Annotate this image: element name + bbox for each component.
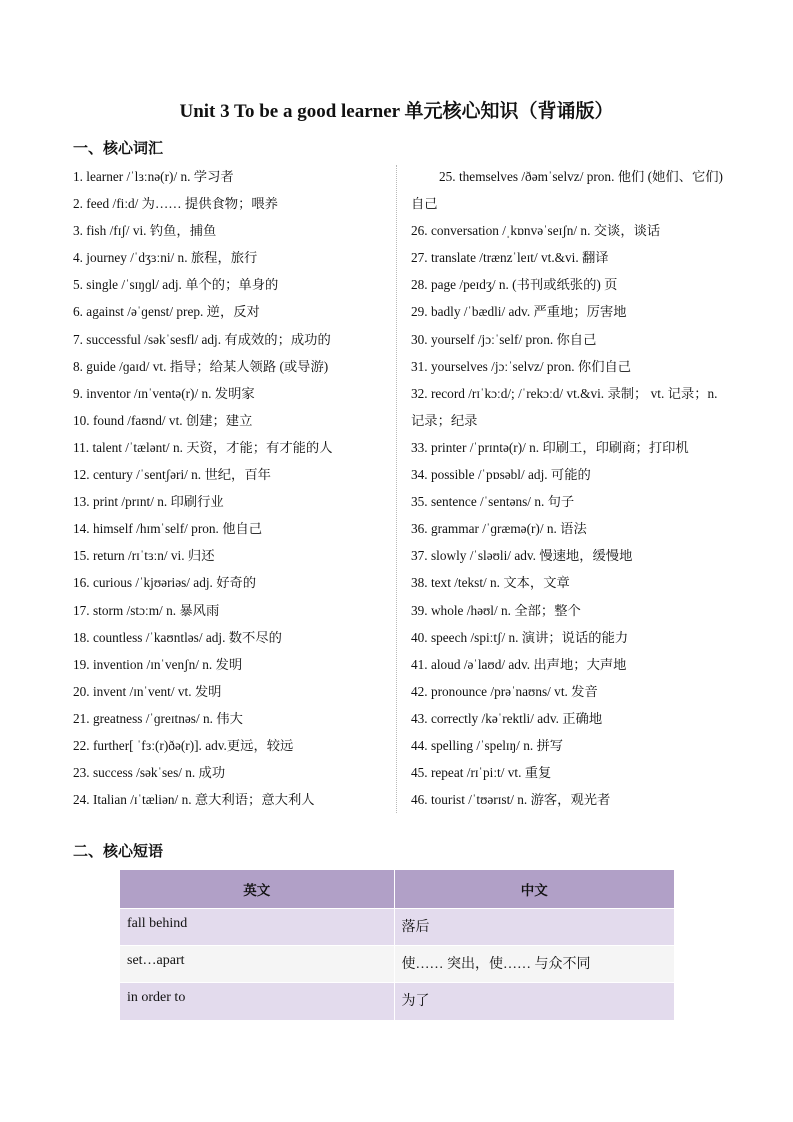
vocab-column-right [411,163,723,813]
vocab-item: 27. translate /trænzˈleɪt/ vt.&vi. 翻译 [411,250,609,266]
vocab-item: 19. invention /ɪnˈvenʃn/ n. 发明 [73,656,243,672]
vocab-item: 46. tourist /ˈtʊərɪst/ n. 游客，观光者 [411,792,611,808]
vocab-item: 30. yourself /jɔːˈself/ pron. 你自己 [411,331,597,347]
phrase-chinese: 为了 [394,983,675,1020]
vocab-item: 4. journey /ˈdʒɜːni/ n. 旅程，旅行 [73,250,258,266]
phrase-chinese: 使…… 突出，使…… 与众不同 [394,946,675,983]
vocab-item: 41. aloud /əˈlaʊd/ adv. 出声地；大声地 [411,656,627,672]
vocab-item: 7. successful /səkˈsesfl/ adj. 有成效的；成功的 [73,331,331,347]
vocab-item: 25. themselves /ðəmˈselvz/ pron. 他们 (她们、它们) 自己 [411,169,723,212]
section-heading-vocabulary: 一、核心词汇 [73,141,164,157]
page-title: Unit 3 To be a good learner 单元核心知识（背诵版） [179,101,614,122]
vocab-item: 16. curious /ˈkjʊəriəs/ adj. 好奇的 [73,575,257,591]
vocab-item: 26. conversation /ˌkɒnvəˈseɪʃn/ n. 交谈，谈话 [411,223,661,239]
vocab-item: 22. further[ ˈfɜː(r)ðə(r)]. adv.更远，较远 [73,737,294,753]
vocab-item: 6. against /əˈɡenst/ prep. 逆，反对 [73,304,260,320]
vocab-item: 11. talent /ˈtælənt/ n. 天资，才能；有才能的人 [73,439,333,455]
vocab-item: 38. text /tekst/ n. 文本，文章 [411,575,570,591]
table-row [120,983,675,1020]
vocab-item: 43. correctly /kəˈrektli/ adv. 正确地 [411,710,603,726]
phrase-chinese: 落后 [394,909,675,946]
vocab-item: 3. fish /fɪʃ/ vi. 钓鱼，捕鱼 [73,223,217,239]
phrase-table-header [120,870,675,909]
vocab-item: 45. repeat /rɪˈpiːt/ vt. 重复 [411,765,552,781]
vocab-item: 24. Italian /ɪˈtæliən/ n. 意大利语；意大利人 [73,792,315,808]
section-heading-phrases: 二、核心短语 [73,844,164,860]
header-chinese: 中文 [394,870,675,909]
vocab-item: 40. speech /spiːtʃ/ n. 演讲；说话的能力 [411,629,629,645]
vocab-item: 37. slowly /ˈsləʊli/ adv. 慢速地，缓慢地 [411,548,633,564]
vocab-item: 1. learner /ˈlɜːnə(r)/ n. 学习者 [73,169,234,184]
vocab-item: 10. found /faʊnd/ vt. 创建；建立 [73,412,253,428]
vocab-item: 35. sentence /ˈsentəns/ n. 句子 [411,494,575,510]
vocab-item: 12. century /ˈsentʃəri/ n. 世纪，百年 [73,467,271,483]
phrase-english: in order to [120,983,394,1020]
vocab-item: 15. return /rɪˈtɜːn/ vi. 归还 [73,548,215,564]
vocab-item: 29. badly /ˈbædli/ adv. 严重地；厉害地 [411,304,627,320]
vocab-item: 28. page /peɪdʒ/ n. (书刊或纸张的) 页 [411,277,618,293]
column-divider [396,165,397,813]
header-english: 英文 [120,870,394,909]
vocab-item: 5. single /ˈsɪŋɡl/ adj. 单个的；单身的 [73,277,279,293]
phrase-english: set…apart [120,946,394,983]
vocab-item: 21. greatness /ˈɡreɪtnəs/ n. 伟大 [73,710,243,726]
vocab-item: 13. print /prɪnt/ n. 印刷行业 [73,494,224,510]
vocab-item: 33. printer /ˈprɪntə(r)/ n. 印刷工，印刷商；打印机 [411,439,689,455]
vocab-item: 2. feed /fiːd/ 为…… 提供食物；喂养 [73,196,278,212]
table-row [120,909,675,946]
vocab-item: 23. success /səkˈses/ n. 成功 [73,765,226,781]
vocab-item: 18. countless /ˈkaʊntləs/ adj. 数不尽的 [73,629,282,645]
vocab-item: 34. possible /ˈpɒsəbl/ adj. 可能的 [411,467,591,483]
vocab-item: 14. himself /hɪmˈself/ pron. 他自己 [73,521,263,537]
vocab-item: 8. guide /ɡaɪd/ vt. 指导；给某人领路 (或导游) [73,358,329,374]
vocab-item: 32. record /rɪˈkɔːd/; /ˈrekɔːd/ vt.&vi. 录制； vt. 记录；n. 记录；纪录 [411,385,718,428]
table-row [120,946,675,983]
vocab-item: 44. spelling /ˈspelɪŋ/ n. 拼写 [411,737,564,753]
vocab-column-left [73,163,393,813]
vocab-item: 42. pronounce /prəˈnaʊns/ vt. 发音 [411,683,598,699]
phrase-english: fall behind [120,909,394,946]
vocab-item: 31. yourselves /jɔːˈselvz/ pron. 你们自己 [411,358,632,374]
vocab-item: 39. whole /həʊl/ n. 全部；整个 [411,602,581,618]
vocab-item: 9. inventor /ɪnˈventə(r)/ n. 发明家 [73,385,255,401]
vocab-item: 17. storm /stɔːm/ n. 暴风雨 [73,602,220,618]
vocab-item: 20. invent /ɪnˈvent/ vt. 发明 [73,683,222,699]
phrase-table [120,870,675,1020]
vocab-item: 36. grammar /ˈɡræmə(r)/ n. 语法 [411,521,587,537]
